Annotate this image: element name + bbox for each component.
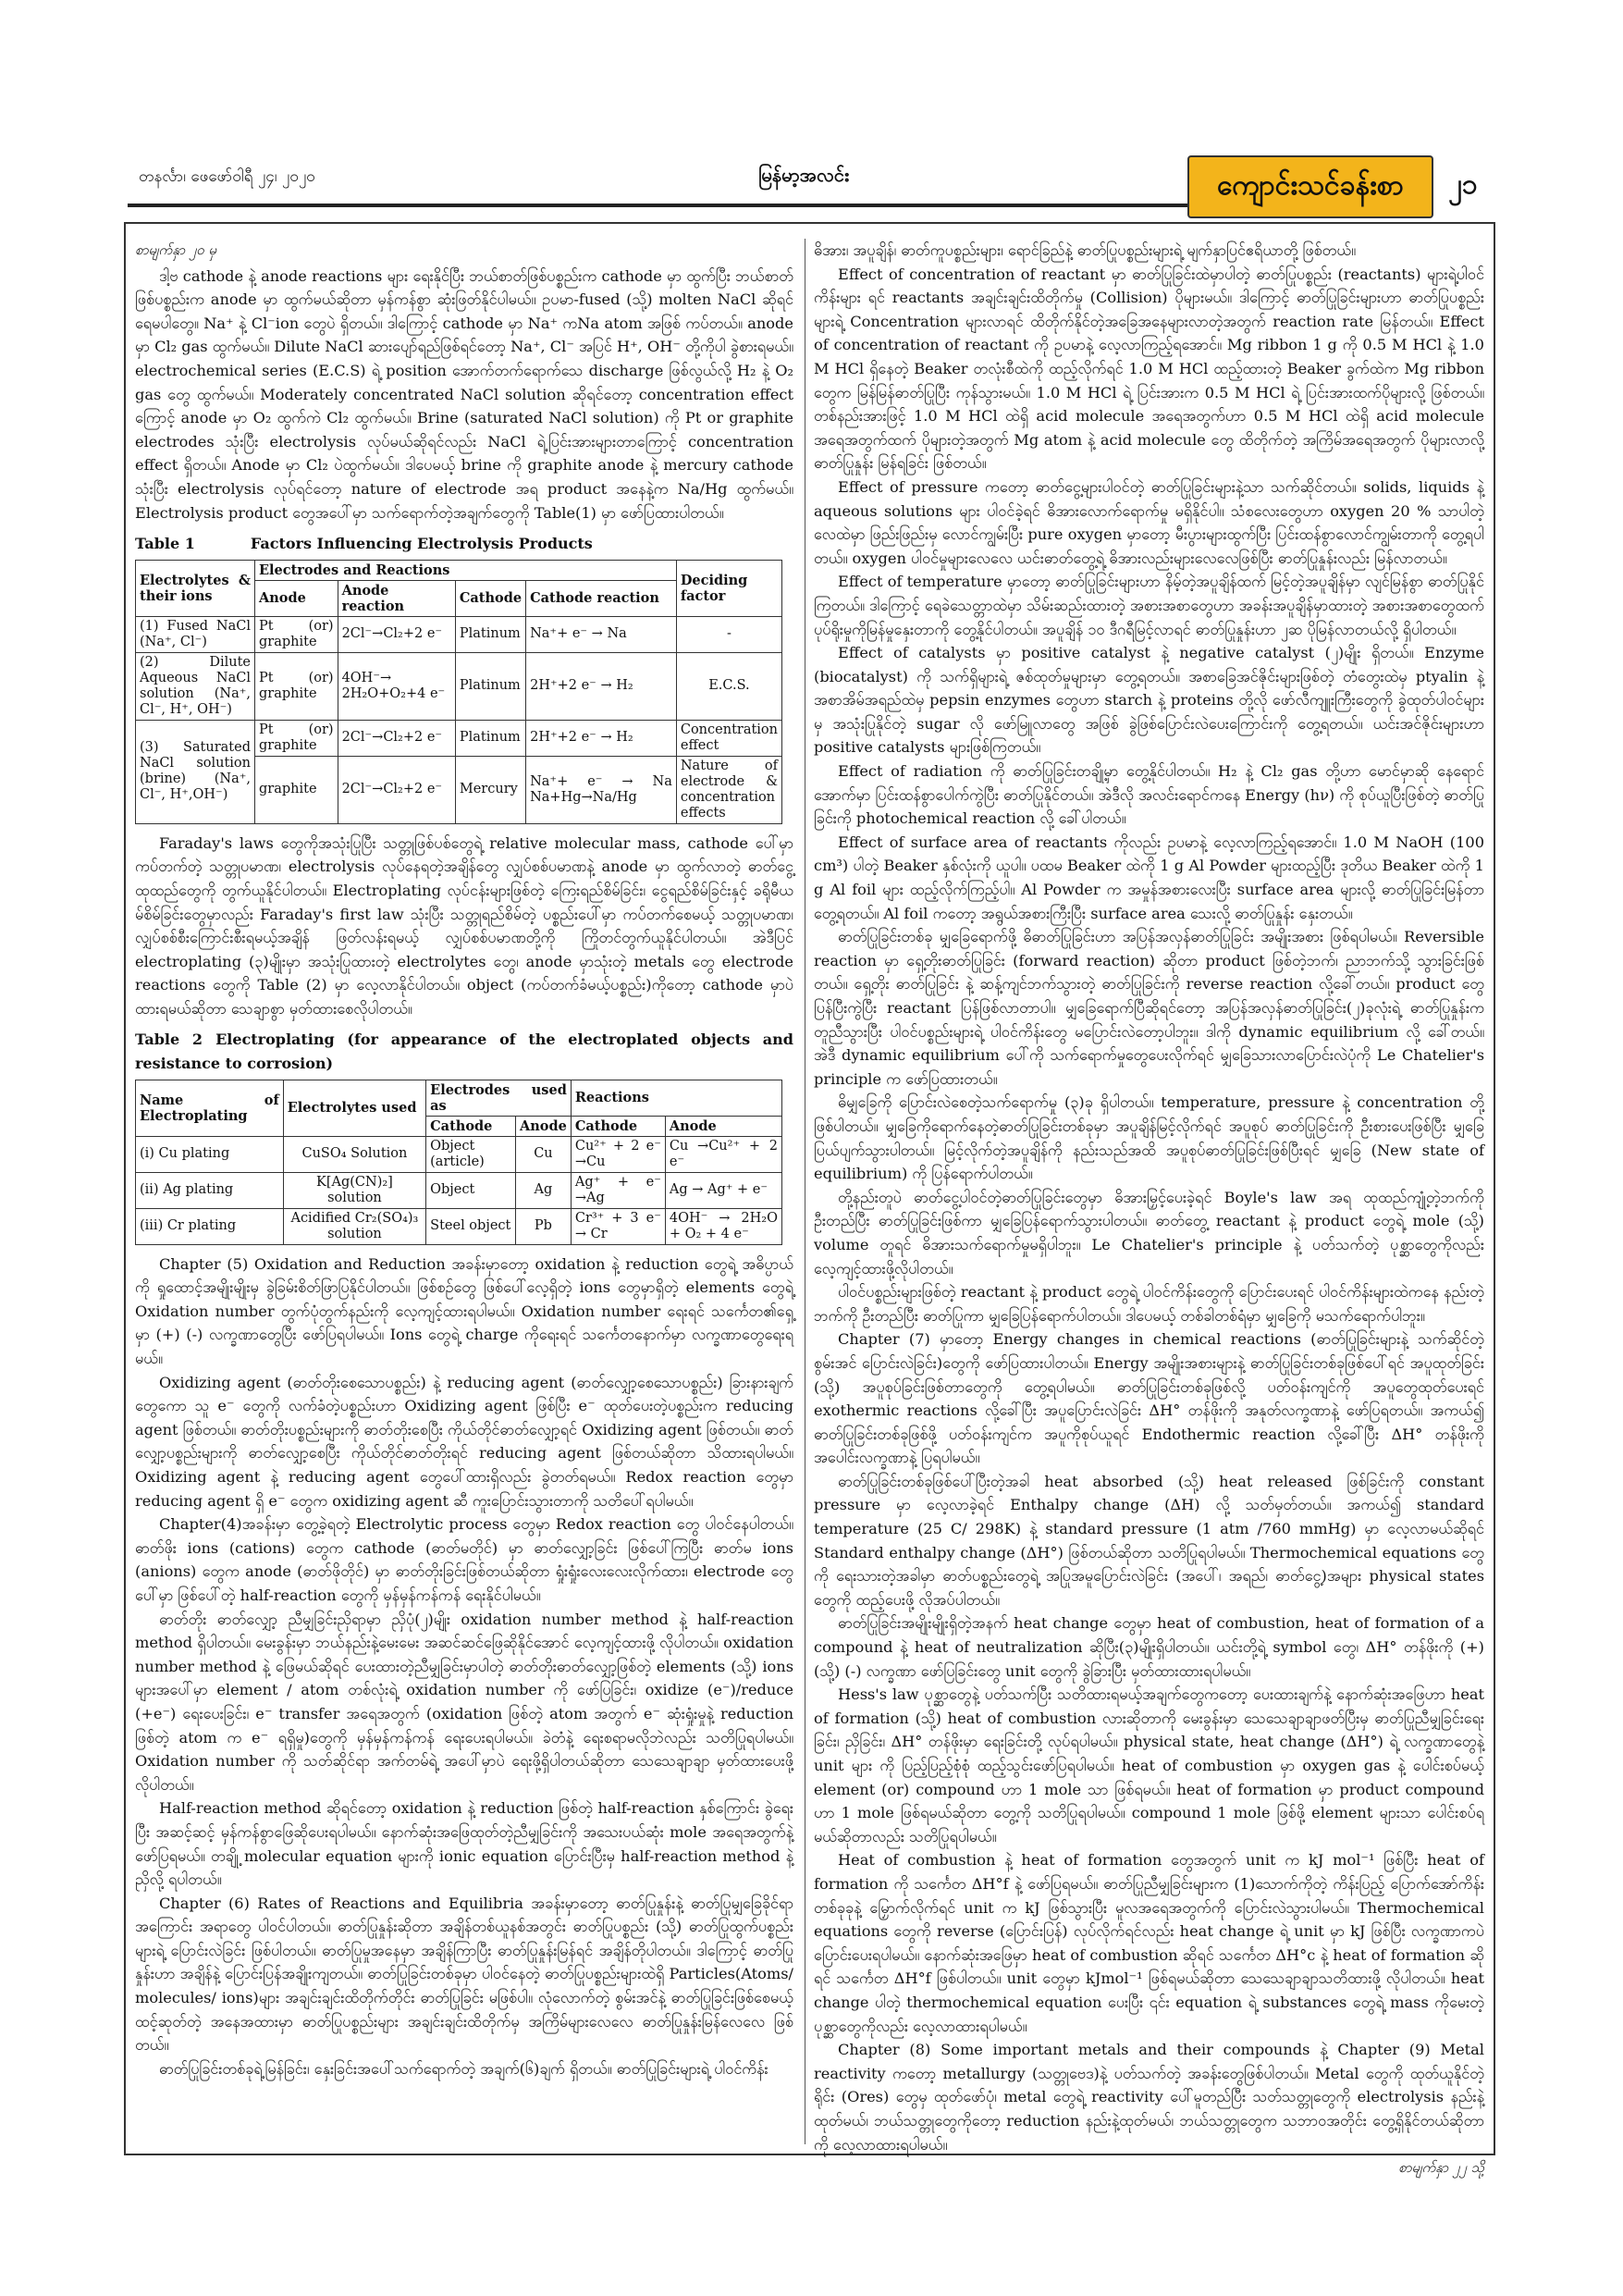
cell: Pt (or) graphite xyxy=(255,616,338,652)
th-anode-reaction: Anode reaction xyxy=(338,580,455,616)
th-electrolytes: Electrolytes used xyxy=(283,1080,425,1136)
cell: Platinum xyxy=(455,616,525,652)
paragraph: Half-reaction method ဆိုရင်တော့ oxidation နဲ့ reduction ဖြစ်တဲ့ half-reaction နှစ်ကြောင်း ခွဲရေးပြီး အဆင့်ဆင့် မှန်ကန်စွာဖြေဆိုပေးရပါမယ်။ နောက်ဆုံးအဖြေထုတ်တဲ့ညီမျှခြင်းကို အသေးပယ်ဆုံး mole အရေအတွက်နဲ့ ဖော်ပြရမယ်။ တချို့ molecular equation များကို ionic equation ပြောင်းပြီးမှ half-reaction method နဲ့ညှိလို့ ရပါတယ်။ xyxy=(135,1799,793,1889)
cell: CuSO₄ Solution xyxy=(283,1136,425,1172)
left-column xyxy=(135,239,793,2080)
table1-caption xyxy=(135,532,793,556)
issue-date: တနင်္လာ၊ ဖေဖော်ဝါရီ ၂၄၊ ၂၀၂၀ xyxy=(139,167,315,186)
continued-from: စာမျက်နှာ ၂၀ မှ xyxy=(135,241,217,258)
cell: Cu²⁺ + 2 e⁻ →Cu xyxy=(571,1136,665,1172)
th-electrodes: Electrodes and Reactions xyxy=(255,560,677,580)
paragraph: Effect of concentration of reactant မှာ ဓာတ်ပြုခြင်းထဲမှာပါတဲ့ ဓာတ်ပြုပစ္စည်း (reactants) များရဲ့ပါဝင်ကိန်းများ ရင် reactants အချင်းချင်းထိတိုက်မှု (Collision) ပိုများမယ်။ ဒါကြောင့် ဓာတ်ပြုခြင်းများဟာ ဓာတ်ပြုပစ္စည်းများရဲ့ Concentration များလာရင် ထိတိုက်နိုင်တဲ့အခြေအနေများလာတဲ့အတွက် reaction rate မြန်တယ်။ Effect of concentration of reactant ကို ဥပမာနဲ့ လေ့လာကြည့်ရအောင်။ Mg ribbon 1 g ကို 0.5 M HCl နဲ့ 1.0 M HCl ရှိနေတဲ့ Beaker တလုံးစီထဲကို ထည့်လိုက်ရင် 1.0 M HCl ထည့်ထားတဲ့ Beaker ခွက်ထဲက Mg ribbon တွေက မြန်မြန်ဓာတ်ပြုပြီး ကုန်သွားမယ်။ 1.0 M HCl ရဲ့ ပြင်းအားက 0.5 M HCl ရဲ့ ပြင်းအားထက်ပိုများလို့ ဖြစ်တယ်။ တစ်နည်းအားဖြင့် 1.0 M HCl ထဲရှိ acid molecule အရေအတွက်ဟာ 0.5 M HCl ထဲရှိ acid molecule အရေအတွက်ထက် ပိုများတဲ့အတွက် Mg atom နဲ့ acid molecule တွေ ထိတိုက်တဲ့ အကြိမ်အရေအတွက် ပိုများလာလို့ ဓာတ်ပြုနှုန်း မြန်ရခြင်း ဖြစ်တယ်။ xyxy=(814,265,1484,473)
cell: Cu xyxy=(516,1136,572,1172)
th-deciding: Deciding factor xyxy=(676,560,781,616)
cell: Na⁺+ e⁻ → Na Na+Hg→Na/Hg xyxy=(526,756,677,823)
th-cathode: Cathode xyxy=(455,580,525,616)
table-row xyxy=(136,720,782,756)
cell: 4OH⁻→ 2H₂O+O₂+4 e⁻ xyxy=(338,652,455,720)
th-anode: Anode xyxy=(255,580,338,616)
th-anode: Anode xyxy=(516,1116,572,1136)
paragraph: Oxidizing agent (ဓာတ်တိုးစေသောပစ္စည်း) နဲ့ reducing agent (ဓာတ်လျှော့စေသောပစ္စည်း) ခြားနားချက်တွေကော သူ e⁻ တွေကို လက်ခံတဲ့ပစ္စည်းဟာ Oxidizing agent ဖြစ်ပြီး e⁻ ထုတ်ပေးတဲ့ပစ္စည်းက reducing agent ဖြစ်တယ်။ ဓာတ်တိုးပစ္စည်းများကို ဓာတ်တိုးစေပြီး ကိုယ်တိုင်ဓာတ်လျှော့ရင် Oxidizing agent ဖြစ်တယ်။ ဓာတ်လျှော့ပစ္စည်းများကို ဓာတ်လျှော့စေပြီး ကိုယ်တိုင်ဓာတ်တိုးရင် reducing agent ဖြစ်တယ်ဆိုတာ သိထားရပါမယ်။ Oxidizing agent နဲ့ reducing agent တွေပေါ်ထားရှိလည်း ခွဲတတ်ရမယ်။ Redox reaction တွေမှာ reducing agent ရှိ e⁻ တွေက oxidizing agent ဆီ ကူးပြောင်းသွားတာကို သတိပေါ်ရပါမယ်။ xyxy=(135,1373,793,1510)
th-electrodes: Electrodes used as xyxy=(426,1080,572,1116)
page-number: ၂၁ xyxy=(1448,167,1478,201)
th-anode: Anode xyxy=(665,1116,781,1136)
paragraph: Chapter(4)အခန်းမှာ တွေ့ခဲ့ရတဲ့ Electrolytic process တွေမှာ Redox reaction တွေ ပါဝင်နေပါတယ်။ ဓာတ်ဖိုး ions (cations) တွေက cathode (ဓာတ်မတိုင်) မှာ ဓာတ်လျှော့ခြင်း ဖြစ်ပေါ်ကြပြီး ဓာတ်မ ions (anions) တွေက anode (ဓာတ်ဖိုတိုင်) မှာ ဓာတ်တိုးခြင်းဖြစ်တယ်ဆိုတာ ရှုံးရှုံးလေးလေးလိုက်ထား၊ electrode တွေပေါ်မှာ ဖြစ်ပေါ်တဲ့ half-reaction တွေကို မှန်မှန်ကန်ကန် ရေးနိုင်ပါမယ်။ xyxy=(135,1515,793,1604)
continued-to: စာမျက်နှာ ၂၂ သို့ xyxy=(1398,2159,1484,2177)
cell: Na⁺+ e⁻ → Na xyxy=(526,616,677,652)
paragraph: Effect of surface area of reactants ကိုလည်း ဥပမာနဲ့ လေ့လာကြည့်ရအောင်။ 1.0 M NaOH (100 cm³) ပါတဲ့ Beaker နှစ်လုံးကို ယူပါ။ ပထမ Beaker ထဲကို 1 g Al Powder များထည့်ပြီး ဒုတိယ Beaker ထဲကို 1 g Al foil များ ထည့်လိုက်ကြည့်ပါ။ Al Powder က အမှုန်အစားလေးပြီး surface area များလို့ ဓာတ်ပြုခြင်းမြန်တာ တွေ့ရတယ်။ Al foil ကတော့ အရွယ်အစားကြီးပြီး surface area သေးလို့ ဓာတ်ပြုနှုန်း နှေးတယ်။ xyxy=(814,833,1484,922)
table1-label: Table 1 xyxy=(135,535,195,553)
th-electrolytes: Electrolytes & their ions xyxy=(136,560,255,616)
cell: - xyxy=(676,616,781,652)
paragraph: Hess's law ပုစ္ဆာတွေနဲ့ ပတ်သက်ပြီး သတိထားရမယ့်အချက်တွေကတော့ ပေးထားချက်နဲ့ နောက်ဆုံးအဖြေဟာ heat of formation (သို့) heat of combustion လားဆိုတာကို မေးခွန်းမှာ သေသေချာချာဖတ်ပြီးမှ ဓာတ်ပြုညီမျှခြင်းရေးခြင်း၊ ညှိခြင်း၊ ΔH° တန်ဖိုးမှာ ရေးခြင်းတို့ လုပ်ရပါမယ်။ physical state, heat change (ΔH°) ရဲ့ လက္ခဏာတွေနဲ့ unit များ ကို ပြည့်ပြည့်စုံစုံ ထည့်သွင်းဖော်ပြရပါမယ်။ heat of combustion မှာ oxygen gas နဲ့ ပေါင်းစပ်မယ့် element (or) compound ဟာ 1 mole သာ ဖြစ်ရမယ်။ heat of formation မှာ product compound ဟာ 1 mole ဖြစ်ရမယ်ဆိုတာ တွေ့ကို သတိပြုရပါမယ်။ compound 1 mole ဖြစ်ဖို့ element များသာ ပေါင်းစပ်ရမယ်ဆိုတာလည်း သတိပြုရပါမယ်။ xyxy=(814,1685,1484,1845)
paragraph: ဓိအား၊ အပူချိန်၊ ဓာတ်ကူပစ္စည်းများ၊ ရောင်ခြည်နဲ့ ဓာတ်ပြုပစ္စည်းများရဲ့ မျက်နှာပြင်ဧရိယာတို့ ဖြစ်တယ်။ xyxy=(814,241,1357,259)
paragraph: Chapter (5) Oxidation and Reduction အခန်းမှာတော့ oxidation နဲ့ reduction တွေရဲ့ အဓိပ္ပာယ်ကို ရှုထောင့်အမျိုးမျိုးမှ ခွဲခြမ်းစိတ်ဖြာပြနိုင်ပါတယ်။ ဖြစ်စဉ်တွေ ဖြစ်ပေါ်လေ့ရှိတဲ့ ions တွေမှာရှိတဲ့ elements တွေရဲ့ Oxidation number တွက်ပုံတွက်နည်းကို လေ့ကျင့်ထားရပါမယ်။ Oxidation number ရေးရင် သင်္ကေတ၏ရှေ့မှာ (+) (-) လက္ခဏာတွေပြီး ဖော်ပြရပါမယ်။ Ions တွေရဲ့ charge ကိုရေးရင် သင်္ကေတနောက်မှာ လက္ခဏာတွေရေးရမယ်။ xyxy=(135,1254,793,1368)
table-electroplating xyxy=(135,1080,782,1245)
cell: E.C.S. xyxy=(676,652,781,720)
paragraph: Heat of combustion နဲ့ heat of formation တွေအတွက် unit က kJ mol⁻¹ ဖြစ်ပြီး heat of formation ကို သင်္ကေတ ΔH°f နဲ့ ဖော်ပြရမယ်။ ဓာတ်ပြုညီမျှခြင်းများက (1)သောက်ကိုတဲ့ ကိန်းပြည့် ပြောက်အော်ကိန်းတစ်ခုခုနဲ့ မြှောက်လိုက်ရင် unit က kJ ဖြစ်သွားပြီး မူလအရေအတွက်ကို ပြောင်းလဲသွားပါမယ်။ Thermochemical equations တွေကို reverse (ပြောင်းပြန်) လုပ်လိုက်ရင်လည်း heat change ရဲ့ unit မှာ kJ ဖြစ်ပြီး လက္ခဏာကပဲ ပြောင်းပေးရပါမယ်။ နောက်ဆုံးအဖြေမှာ heat of combustion ဆိုရင် သင်္ကေတ ΔH°c နဲ့ heat of formation ဆိုရင် သင်္ကေတ ΔH°f ဖြစ်ပါတယ်။ unit တွေမှာ kJmol⁻¹ ဖြစ်ရမယ်ဆိုတာ သေသေချာချာသတိထားဖို့ လိုပါတယ်။ heat change ပါတဲ့ thermochemical equation ပေးပြီး ၎င်း equation ရဲ့ substances တွေရဲ့ mass ကိုမေးတဲ့ ပုစ္ဆာတွေကိုလည်း လေ့လာထားရပါမယ်။ xyxy=(814,1851,1484,2035)
newspaper-name: မြန်မာ့အလင်း xyxy=(758,164,850,186)
cell: Object (article) xyxy=(426,1136,516,1172)
cell: (3) Saturated NaCl solution (brine) (Na⁺, Cl⁻, H⁺,OH⁻) xyxy=(136,720,255,823)
cell: Platinum xyxy=(455,652,525,720)
cell: Pb xyxy=(516,1208,572,1244)
th-cathode-reaction: Cathode reaction xyxy=(526,580,677,616)
cell: 2H⁺+2 e⁻ → H₂ xyxy=(526,652,677,720)
cell: (ii) Ag plating xyxy=(136,1172,284,1208)
cell: 2Cl⁻→Cl₂+2 e⁻ xyxy=(338,616,455,652)
table-row xyxy=(136,1172,782,1208)
paragraph: ဓာတ်တိုး ဓာတ်လျှော့ ညီမျှခြင်းညှိရာမှာ ညှိပုံ(၂)မျိုး oxidation number method နဲ့ half-reaction method ရှိပါတယ်။ မေးခွန်းမှာ ဘယ်နည်းနဲ့မေးမေး အဆင်ဆင်ဖြေဆိုနိုင်အောင် လေ့ကျင့်ထားဖို့ လိုပါတယ်။ oxidation number method နဲ့ ဖြေမယ်ဆိုရင် ပေးထားတဲ့ညီမျှခြင်းမှာပါတဲ့ ဓာတ်တိုးဓာတ်လျှော့ဖြစ်တဲ့ elements (သို့) ions များအပေါ်မှာ element / atom တစ်လုံးရဲ့ oxidation number ကို ဖော်ပြခြင်း၊ oxidize (e⁻)/reduce (+e⁻) ရေးပေးခြင်း၊ e⁻ transfer အရေအတွက် (oxidation ဖြစ်တဲ့ atom အတွက် e⁻ ဆုံးရှုံးမှုနဲ့ reduction ဖြစ်တဲ့ atom က e⁻ ရရှိမှု)တွေကို မှန်မှန်ကန်ကန် ရေးပေးရပါမယ်။ ခဲတံနဲ့ ရေးစရာမလိုဘဲလည်း သတိပြုရပါမယ်။ Oxidation number ကို သတ်ဆိုင်ရာ အက်တမ်ရဲ့ အပေါ်မှာပဲ ရေးဖို့ရှိပါတယ်ဆိုတာ သေသေချာချာ မှတ်ထားပေးဖို့ လိုပါတယ်။ xyxy=(135,1610,793,1794)
table2-title: Electroplating (for appearance of the electroplated objects and resistance to corrosion) xyxy=(135,1031,793,1073)
th-cathode: Cathode xyxy=(426,1116,516,1136)
cell: Steel object xyxy=(426,1208,516,1244)
paragraph: Chapter (6) Rates of Reactions and Equilibria အခန်းမှာတော့ ဓာတ်ပြုနှုန်းနဲ့ ဓာတ်ပြုမျှခြေခိုင်ရာအကြောင်း အရာတွေ ပါဝင်ပါတယ်။ ဓာတ်ပြုနှုန်းဆိုတာ အချိန်တစ်ယူနစ်အတွင်း ဓာတ်ပြုပစ္စည်း (သို့) ဓာတ်ပြုထွက်ပစ္စည်းများရဲ့ ပြောင်းလဲခြင်း ဖြစ်ပါတယ်။ ဓာတ်ပြုမှုအနေမှာ အချိန်ကြာပြီး ဓာတ်ပြုနှုန်းမြန်ရင် အချိန်တိုပါတယ်။ ဒါကြောင့် ဓာတ်ပြုနှုန်းဟာ အချိန်နဲ့ ပြောင်းပြန်အချိုးကျတယ်။ ဓာတ်ပြုခြင်းတစ်ခုမှာ ပါဝင်နေတဲ့ ဓာတ်ပြုပစ္စည်းများထဲရှိ Particles(Atoms/ molecules/ ions)များ အချင်းချင်းထိတိုက်တိုင်း ဓာတ်ပြုခြင်း မဖြစ်ပါ။ လုံလောက်တဲ့ စွမ်းအင်နဲ့ ဓာတ်ပြုခြင်းဖြစ်စေမယ့် ထင့်ဆုတ်တဲ့ အနေအထားမှာ ဓာတ်ပြုပစ္စည်းများ အချင်းချင်းထိတိုက်မှ အကြိမ်များလေလေ ဓာတ်ပြုနှုန်းမြန်လေလေ ဖြစ်တယ်။ xyxy=(135,1894,793,2055)
cell: 2Cl⁻→Cl₂+2 e⁻ xyxy=(338,756,455,823)
paragraph: ဓာတ်ပြုခြင်းတစ်ခုဖြစ်ပေါ်ပြီးတဲ့အခါ heat absorbed (သို့) heat released ဖြစ်ခြင်းကို constant pressure မှာ လေ့လာခဲ့ရင် Enthalpy change (ΔH) လို့ သတ်မှတ်တယ်။ အကယ်၍ standard temperature (25 C/ 298K) နဲ့ standard pressure (1 atm /760 mmHg) မှာ လေ့လာမယ်ဆိုရင် Standard enthalpy change (ΔH°) ဖြစ်တယ်ဆိုတာ သတိပြုရပါမယ်။ Thermochemical equations တွေကို ရေးသားတဲ့အခါမှာ ဓာတ်ပစ္စည်းတွေရဲ့ အပြုအမူပြောင်းလဲခြင်း (အပေါ်၊ အရည်၊ ဓာတ်ငွေ့)အများ physical states တွေကို ထည့်ပေးဖို့ လိုအပ်ပါတယ်။ xyxy=(814,1472,1484,1609)
cell: 4OH⁻ → 2H₂O + O₂ + 4 e⁻ xyxy=(665,1208,781,1244)
cell: Ag → Ag⁺ + e⁻ xyxy=(665,1172,781,1208)
th-reactions: Reactions xyxy=(571,1080,781,1116)
cell: (2) Dilute Aqueous NaCl solution (Na⁺, Cl⁻, H⁺, OH⁻) xyxy=(136,652,255,720)
cell: Platinum xyxy=(455,720,525,756)
table-row xyxy=(136,1208,782,1244)
paragraph: ဓာတ်ပြုခြင်းတစ်ခုရဲ့မြန်ခြင်း၊ နှေးခြင်းအပေါ်သက်ရောက်တဲ့ အချက်(၆)ချက် ရှိတယ်။ ဓာတ်ပြုခြင်းများရဲ့ ပါဝင်ကိန်း xyxy=(159,2059,768,2078)
th-name: Name of Electroplating xyxy=(136,1080,284,1136)
cell: Pt (or) graphite xyxy=(255,652,338,720)
paragraph: ဓာတ်ပြုခြင်းအမျိုးမျိုးရှိတဲ့အနက် heat change တွေမှာ heat of combustion, heat of formation of a compound နဲ့ heat of neutralization ဆိုပြီး(၃)မျိုးရှိပါတယ်။ ယင်းတို့ရဲ့ symbol တွေ၊ ΔH° တန်ဖိုးကို (+) (သို့) (-) လက္ခဏာ ဖော်ပြခြင်းတွေ unit တွေကို ခွဲခြားပြီး မှတ်ထားထားရပါမယ်။ xyxy=(814,1614,1484,1680)
cell: K[Ag(CN)₂] solution xyxy=(283,1172,425,1208)
paragraph: ဒါ့ဗ cathode နဲ့ anode reactions များ ရေးနိုင်ပြီး ဘယ်စာတ်ဖြစ်ပစ္စည်းက cathode မှာ ထွက်ပြီး ဘယ်စာတ်ဖြစ်ပစ္စည်းက anode မှာ ထွက်မယ်ဆိုတာ မှန်ကန်စွာ ဆုံးဖြတ်နိုင်ပါမယ်။ ဥပမာ-fused (သို့) molten NaCl ဆိုရင် ရေမပါတွေ။ Na⁺ နဲ့ Cl⁻ion တွေပဲ ရှိတယ်။ ဒါကြောင့် cathode မှာ Na⁺ ကNa atom အဖြစ် ကပ်တယ်။ anode မှာ Cl₂ gas ထွက်မယ်။ Dilute NaCl ဆားပျော်ရည်ဖြစ်ရင်တော့ Na⁺, Cl⁻ အပြင် H⁺, OH⁻ တို့ကိုပါ ခွဲစားရမယ်။ electrochemical series (E.C.S) ရဲ့ position အောက်တက်ရောက်သေ discharge ဖြစ်လွယ်လို့ H₂ နဲ့ O₂ gas တွေ ထွက်မယ်။ Moderately concentrated NaCl solution ဆိုရင်တော့ concentration effect ကြောင့် anode မှာ O₂ ထွက်ကဲ Cl₂ ထွက်မယ်။ Brine (saturated NaCl solution) ကို Pt or graphite electrodes သုံးပြီး electrolysis လုပ်မယ်ဆိုရင်လည်း NaCl ရဲ့ပြင်းအားများတာကြောင့် concentration effect ရှိတယ်။ Anode မှာ Cl₂ ပဲထွက်မယ်။ ဒါပေမယ့် brine ကို graphite anode နဲ့ mercury cathode သုံးပြီး electrolysis လုပ်ရင်တော့ nature of electrode အရ product အနေနဲ့က Na/Hg ထွက်မယ်။ Electrolysis product တွေအပေါ်မှာ သက်ရောက်တဲ့အချက်တွေကို Table(1) မှာ ဖော်ပြထားပါတယ်။ xyxy=(135,266,793,522)
table-row xyxy=(136,1136,782,1172)
right-column xyxy=(814,239,1484,2180)
cell: Pt (or) graphite xyxy=(255,720,338,756)
cell: Object xyxy=(426,1172,516,1208)
cell: Nature of electrode & concentration effects xyxy=(676,756,781,823)
table-row xyxy=(136,652,782,720)
table-electrolysis-factors xyxy=(135,560,782,824)
cell: Ag xyxy=(516,1172,572,1208)
header-rule xyxy=(128,204,1223,207)
paragraph: ဓာတ်ပြုခြင်းတစ်ခု မျှခြေရောက်ဖို့ ဓိဓာတ်ပြုခြင်းဟာ အပြန်အလှန်ဓာတ်ပြုခြင်း အမျိုးအစား ဖြစ်ရပါမယ်။ Reversible reaction မှာ ရှေ့တိုးဓာတ်ပြုခြင်း (forward reaction) ဆိုတာ product ဖြစ်တဲ့ဘက်၊ ညာဘက်သို့ သွားခြင်းဖြစ်တယ်။ ရှေ့တိုး ဓာတ်ပြုခြင်း နဲ့ ဆန့်ကျင်ဘက်သွားတဲ့ ဓာတ်ပြုခြင်းကို reverse reaction လို့ခေါ်တယ်။ product တွေပြန်ပြီးကွဲပြီး reactant ပြန်ဖြစ်လာတာပါ။ မျှခြေရောက်ပြီဆိုရင်တော့ အပြန်အလှန်ဓာတ်ပြုခြင်း(၂)ခုလုံးရဲ့ ဓာတ်ပြုနှုန်းက တူညီသွားပြီး ပါဝင်ပစ္စည်းများရဲ့ ပါဝင်ကိန်းတွေ မပြောင်းလဲတော့ပါဘူး။ ဒါကို dynamic equilibrium လို့ ခေါ်တယ်။ အဲဒီ dynamic equilibrium ပေါ်ကို သက်ရောက်မှုတွေပေးလိုက်ရင် မျှခြေသားလာပြောင်းလဲပုံကို Le Chatelier's principle က ဖော်ပြထားတယ်။ xyxy=(814,928,1484,1088)
cell: (iii) Cr plating xyxy=(136,1208,284,1244)
cell: (1) Fused NaCl (Na⁺, Cl⁻) xyxy=(136,616,255,652)
paragraph: ဓိမျှခြေကို ပြောင်းလဲစေတဲ့သက်ရောက်မှု (၃)ခု ရှိပါတယ်။ temperature, pressure နဲ့ concentration တို့ ဖြစ်ပါတယ်။ မျှခြေကိုရောက်နေတဲ့ဓာတ်ပြုခြင်းတစ်ခုမှာ အပူချိန်မြင့်လိုက်ရင် အပူစုပ် ဓာတ်ပြုခြင်းကို ဦးစားပေးဖြစ်ပြီး မျှခြေပြယ်ပျက်သွားပါတယ်။ မြင့်လိုက်တဲ့အပူချိန်ကို နည်းသည်အထိ အပူစုပ်ဓာတ်ပြုခြင်းဖြစ်ပြီးရင် မျှခြေ (New state of equilibrium) ကို ပြန်ရောက်ပါတယ်။ xyxy=(814,1093,1484,1183)
cell: graphite xyxy=(255,756,338,823)
paragraph: Effect of radiation ကို ဓာတ်ပြုခြင်းတချို့မှာ တွေ့နိုင်ပါတယ်။ H₂ နဲ့ Cl₂ gas တို့ဟာ မောင်မှာဆို နေရောင်အောက်မှာ ပြင်းထန်စွာပေါက်ကွဲပြီး ဓာတ်ပြုနိုင်တယ်။ အဲဒီလို အလင်းရောင်ကနေ Energy (hν) ကို စုပ်ယူပြီးဖြစ်တဲ့ ဓာတ်ပြုခြင်းကို photochemical reaction လို့ ခေါ်ပါတယ်။ xyxy=(814,762,1484,828)
table-row xyxy=(136,616,782,652)
paragraph: ပါဝင်ပစ္စည်းများဖြစ်တဲ့ reactant နဲ့ product တွေရဲ့ ပါဝင်ကိန်းတွေကို ပြောင်းပေးရင် ပါဝင်ကိန်းများထဲကနေ နည်းတဲ့ ဘက်ကို ဦးတည်ပြီး ဓာတ်ပြုကာ မျှခြေပြန်ရောက်ပါတယ်။ ဒါပေမယ့် တစ်ခါတစ်ရံမှာ မျှခြေကို မသက်ရောက်ပါဘူး။ xyxy=(814,1283,1484,1325)
cell: Cr³⁺ + 3 e⁻ → Cr xyxy=(571,1208,665,1244)
table1-title: Factors Influencing Electrolysis Products xyxy=(250,535,593,553)
paragraph: Chapter (8) Some important metals and their compounds နဲ့ Chapter (9) Metal reactivity ကတော့ metallurgy (သတ္တုဗေဒ)နဲ့ ပတ်သက်တဲ့ အခန်းတွေဖြစ်ပါတယ်။ Metal တွေကို ထုတ်ယူနိုင်တဲ့ ရိုင်း (Ores) တွေမှ ထုတ်ဖော်ပုံ၊ metal တွေရဲ့ reactivity ပေါ်မူတည်ပြီး သတ်သတ္တုတွေကို electrolysis နည်းနဲ့ ထုတ်မယ်၊ ဘယ်သတ္တုတွေကိုတော့ reduction နည်းနဲ့ထုတ်မယ်၊ ဘယ်သတ္တုတွေက သဘာဝအတိုင်း တွေ့ရှိနိုင်တယ်ဆိုတာကို လေ့လာထားရပါမယ်။ xyxy=(814,2041,1484,2154)
cell: (i) Cu plating xyxy=(136,1136,284,1172)
cell: Cu →Cu²⁺ + 2 e⁻ xyxy=(665,1136,781,1172)
cell: Acidified Cr₂(SO₄)₃ solution xyxy=(283,1208,425,1244)
paragraph: Faraday's laws တွေကိုအသုံးပြုပြီး သတ္တုဖြစ်ပစ်တွေရဲ့ relative molecular mass, cathode ပေါ်မှာ ကပ်တက်တဲ့ သတ္တုပမာဏ၊ electrolysis လုပ်နေရတဲ့အချိန်တွေ လျှပ်စစ်ပမာဏနဲ့ anode မှာ ထွက်လာတဲ့ ဓာတ်ငွေ့ထုထည်တွေကို တွက်ယူနိုင်ပါတယ်။ Electroplating လုပ်ငန်းများဖြစ်တဲ့ ကြေးရည်စိမ်ခြင်း၊ ငွေရည်စိမ်ခြင်းနှင့် ခရိုမီယမ်စိမ်ခြင်းတွေမှာလည်း Faraday's first law သုံးပြီး သတ္တုရည်စိမ်တဲ့ ပစ္စည်းပေါ်မှာ ကပ်တက်စေမယ့် သတ္တုပမာဏ၊ လျှပ်စစ်စီးကြောင်းစီးရမယ့်အချိန် ဖြတ်လန်းရမယ့် လျှပ်စစ်ပမာဏတို့ကို ကြိုတင်တွက်ယူနိုင်ပါတယ်။ အဲဒီပြင် electroplating (၃)မျိုးမှာ အသုံးပြုထားတဲ့ electrolytes တွေ၊ anode မှာသုံးတဲ့ metals တွေ electrode reactions တွေကို Table (2) မှာ လေ့လာနိုင်ပါတယ်။ object (ကပ်တက်ခံမယ့်ပစ္စည်း)ကိုတော့ cathode မှာပဲ ထားရမယ်ဆိုတာ သေချာစွာ မှတ်ထားစေလိုပါတယ်။ xyxy=(135,833,793,1018)
cell: Concentration effect xyxy=(676,720,781,756)
table2-label: Table 2 xyxy=(135,1031,203,1049)
section-badge: ကျောင်းသင်ခန်းစာ xyxy=(1187,155,1433,218)
cell: Mercury xyxy=(455,756,525,823)
table2-caption xyxy=(135,1028,793,1075)
cell: 2Cl⁻→Cl₂+2 e⁻ xyxy=(338,720,455,756)
paragraph: Chapter (7) မှာတော့ Energy changes in chemical reactions (ဓာတ်ပြုခြင်းများနဲ့ သက်ဆိုင်တဲ့ စွမ်းအင် ပြောင်းလဲခြင်း)တွေကို ဖော်ပြထားပါတယ်။ Energy အမျိုးအစားများနဲ့ ဓာတ်ပြုခြင်းတစ်ခုဖြစ်ပေါ်ရင် အပူထုတ်ခြင်း (သို့) အပူစုပ်ခြင်းဖြစ်တာတွေကို တွေ့ရပါမယ်။ ဓာတ်ပြုခြင်းတစ်ခုဖြစ်လို့ ပတ်ဝန်းကျင်ကို အပူတွေထုတ်ပေးရင် exothermic reactions လို့ခေါ်ပြီး အပူပြောင်းလဲခြင်း ΔH° တန်ဖိုးကို အနုတ်လက္ခဏာနဲ့ ဖော်ပြရတယ်။ အကယ်၍ ဓာတ်ပြုခြင်းတစ်ခုဖြစ်ဖို့ ပတ်ဝန်းကျင်က အပူကိုစုပ်ယူရင် Endothermic reaction လို့ခေါ်ပြီး ΔH° တန်ဖိုးကို အပေါင်းလက္ခဏာနဲ့ ပြရပါမယ်။ xyxy=(814,1330,1484,1467)
cell: Ag⁺ + e⁻ →Ag xyxy=(571,1172,665,1208)
paragraph: တို့နည်းတူပဲ ဓာတ်ငွေ့ပါဝင်တဲ့ဓာတ်ပြုခြင်းတွေမှာ ဓိအားမြှင့်ပေးခဲ့ရင် Boyle's law အရ ထုထည်ကျုံ့တဲ့ဘက်ကို ဦးတည်ပြီး ဓာတ်ပြုခြင်းဖြစ်ကာ မျှခြေပြန်ရောက်သွားပါတယ်။ ဓာတ်တွေ့ reactant နဲ့ product တွေရဲ့ mole (သို့) volume တူရင် ဓိအားသက်ရောက်မှုမရှိပါဘူး။ Le Chatelier's principle နဲ့ ပတ်သက်တဲ့ ပုစ္ဆာတွေကိုလည်း လေ့ကျင့်ထားဖို့လိုပါတယ်။ xyxy=(814,1188,1484,1278)
paragraph: Effect of pressure ကတော့ ဓာတ်ငွေ့များပါဝင်တဲ့ ဓာတ်ပြုခြင်းများနဲ့သာ သက်ဆိုင်တယ်။ solids, liquids နဲ့ aqueous solutions များ ပါဝင်ခဲ့ရင် ဓိအားလောက်ရောက်မှု မရှိနိုင်ပါ။ သံစလေးတွေဟာ oxygen 20 % သာပါတဲ့လေထဲမှာ ဖြည်းဖြည်းမှ လောင်ကျွမ်းပြီး pure oxygen မှာတော့ မီးပွားများထွက်ပြီး ပြင်းထန်စွာလောင်ကျွမ်းတာကို တွေ့ရပါတယ်။ oxygen ပါဝင်မှုများလေလေ ယင်းဓာတ်တွေ့ရဲ့ ဓိအားလည်းများလေလေဖြစ်ပြီး ဓာတ်ပြုနှုန်းလည်း မြန်လာတယ်။ xyxy=(814,477,1484,567)
paragraph: Effect of temperature မှာတော့ ဓာတ်ပြုခြင်းများဟာ နိမ့်တဲ့အပူချိန်ထက် မြင့်တဲ့အပူချိန်မှာ လျင်မြန်စွာ ဓာတ်ပြုနိုင်ကြတယ်။ ဒါကြောင့် ရေခဲသေတ္တာထဲမှာ သိမ်းဆည်းထားတဲ့ အစားအစာတွေဟာ အခန်းအပူချိန်မှာထားတဲ့ အစားအစာတွေထက် ပုပ်ရိုးမှုကိုမြန်မှုနှေးတာကို တွေ့နိုင်ပါတယ်။ အပူချိန် ၁၀ ဒီဂရီမြင့်လာရင် ဓာတ်ပြုနှုန်းဟာ ၂ဆ ပိုမြန်လာတယ်လို့ ရှိပါတယ်။ xyxy=(814,573,1484,638)
paragraph: Effect of catalysts မှာ positive catalyst နဲ့ negative catalyst (၂)မျိုး ရှိတယ်။ Enzyme (biocatalyst) ကို သက်ရှိများရဲ့ ဇစ်ထုတ်မှုများမှာ တွေ့ရတယ်။ အစာခြေအင်ဇိုင်းများဖြစ်တဲ့ တံတွေးထဲမှ ptyalin နဲ့ အစာအိမ်အရည်ထဲမှ pepsin enzymes တွေဟာ starch နဲ့ proteins တို့လို ဖော်လီကျူးကြီးတွေကို ခွဲထုတ်ပါဝင်များမှ အသုံးပြုနိုင်တဲ့ sugar လို ဖော်မြူလာတွေ အဖြစ် ခွဲဖြစ်ပြောင်းလဲပေးကြောင်းကို တွေ့ရတယ်။ ယင်းအင်ဇိုင်းများဟာ positive catalysts များဖြစ်ကြတယ်။ xyxy=(814,644,1484,757)
cell: 2H⁺+2 e⁻ → H₂ xyxy=(526,720,677,756)
th-cathode: Cathode xyxy=(571,1116,665,1136)
